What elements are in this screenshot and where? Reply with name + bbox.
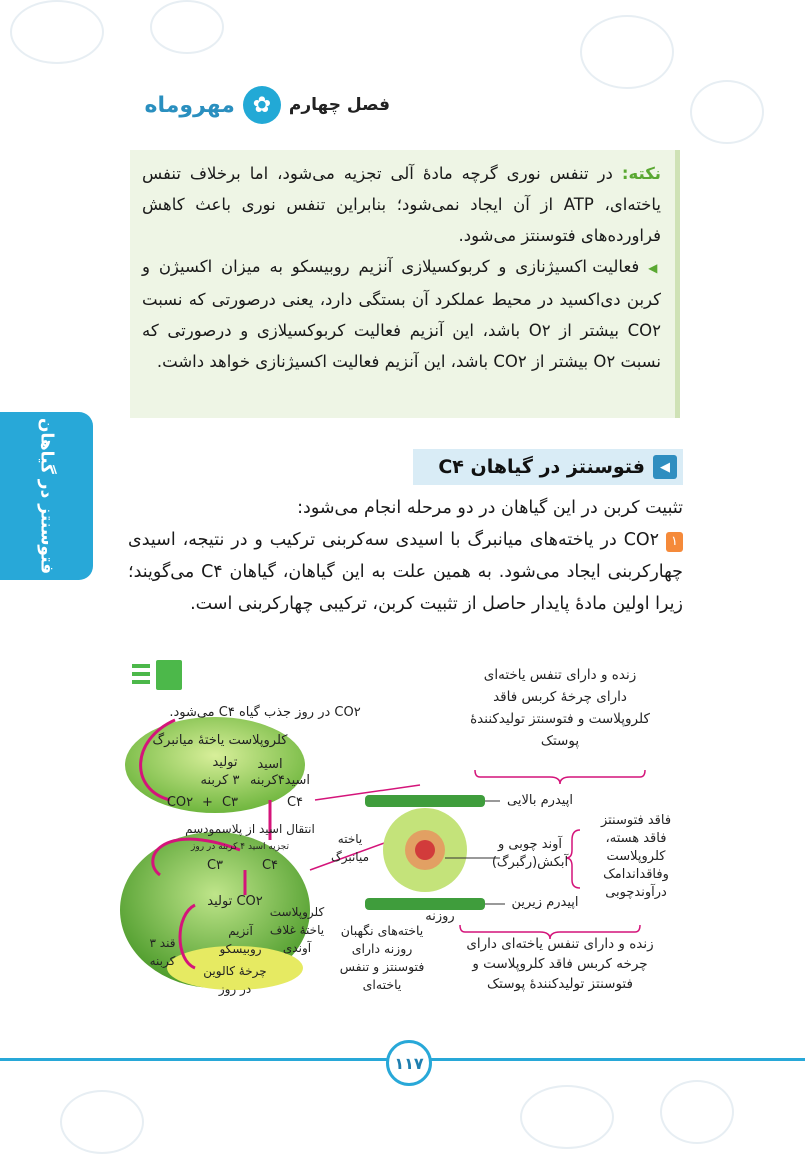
decomposition-label: تجزیه اسید ۴ کربنه در روز (191, 842, 289, 852)
mesophyll-cell-label: یاخته میانبرگ (330, 832, 370, 864)
note-box (130, 150, 680, 418)
book-icon (130, 658, 186, 692)
step-number-badge: ۱ (666, 532, 683, 552)
guard-cells-label: یاخته‌های نگهبان روزنه دارای فتوسنتز و تنفس یاخته‌ای (339, 923, 425, 992)
mesophyll-title: کلروپلاست یاختهٔ میانبرگ (152, 733, 288, 748)
note-label: نکته: (621, 164, 662, 183)
vascular-bundle-label: آوند چوبی و آبکش(رگبرگ) (491, 837, 569, 870)
co2-produce-label: CO۲ تولید (207, 894, 263, 909)
co2-symbol: CO۲ (166, 795, 194, 810)
sheath-title: کلروپلاست یاختهٔ غلاف آوندی (269, 905, 325, 955)
bg-doodle (60, 1090, 144, 1154)
calvin-label: چرخهٔ کالوین در روز (203, 964, 267, 996)
bg-doodle (660, 1080, 734, 1144)
upper-epidermis-label: اپیدرم بالایی (507, 793, 573, 808)
note-paragraph-1 (142, 158, 661, 251)
bg-doodle (10, 0, 104, 64)
section-title: فتوسنتز در گیاهان C۴ (438, 456, 645, 478)
upper-epidermis-note: زنده و دارای تنفس یاخته‌ای دارای چرخهٔ کربس فاقد کلروپلاست و فتوسنتز تولیدکنندهٔ پوستک (470, 667, 650, 749)
c3-symbol: C۳ (221, 795, 239, 810)
side-tab-label: فتوسنتز در گیاهان (36, 417, 57, 575)
lower-epidermis-label: اپیدرم زیرین (511, 895, 579, 910)
c4-acid-label: اسید۴کربنه (249, 773, 311, 788)
body-text (128, 492, 683, 620)
plus-symbol: + (202, 795, 213, 810)
bg-doodle (150, 0, 224, 54)
c3-symbol-lower: C۳ (206, 858, 224, 873)
note-paragraph-2 (142, 251, 661, 377)
stoma-label: روزنه (425, 909, 455, 924)
produce-label: تولید (212, 755, 238, 770)
transfer-label: انتقال اسید از پلاسمودسم (185, 822, 315, 836)
page-number: ۱۱۷ (386, 1040, 432, 1086)
co2-absorb-label: CO۲ در روز جذب گیاه C۴ می‌شود. (169, 705, 361, 720)
xylem-note: فاقد فتوسنتز فاقد هسته، کلروپلاست وفاقداندامک درآوندچوبی (600, 813, 672, 900)
note-text-2: فعالیت اکسیژنازی و کربوکسیلازی آنزیم روبیسکو به میزان اکسیژن و کربن دی‌اکسید در محیط عملکرد آن بستگی دارد، یعنی درصورتی که نسبت CO۲ بیشتر از O۲ باشد، این آنزیم فعالیت کربوکسیلازی و درصورتی که نسبت O۲ بیشتر از CO۲ باشد، این آنزیم فعالیت اکسیژنازی خواهد داشت. (142, 257, 661, 371)
leaf-cross-section (365, 795, 485, 910)
brand-name: مهروماه (144, 92, 235, 118)
note-text-1: در تنفس نوری گرچه مادهٔ آلی تجزیه می‌شود، اما برخلاف تنفس یاخته‌ای، ATP از آن ایجاد نمی‌شود؛ بنابراین تنفس نوری باعث کاهش فراورده‌های فتوسنتز می‌شود. (142, 164, 661, 245)
lower-epidermis-note: زنده و دارای تنفس یاخته‌ای دارای چرخه کربس فاقد کلروپلاست و فتوسنتز تولیدکنندهٔ پوستک (466, 936, 654, 992)
side-chapter-tab (0, 412, 93, 580)
butterfly-logo-icon: ✿ (243, 86, 281, 124)
c3-acid-label: ۳ کربنه (200, 773, 240, 788)
intro-line: تثبیت کربن در این گیاهان در دو مرحله انجام می‌شود: (297, 498, 683, 518)
rubisco-label: آنزیم روبیسکو (219, 924, 262, 956)
step-text: CO۲ در یاخته‌های میانبرگ با اسیدی سه‌کربنی ترکیب و در نتیجه، اسیدی چهارکربنی ایجاد می‌شود. به همین علت به این گیاهان، گیاهان C۴ می‌گویند؛ زیرا اولین مادهٔ پایدار حاصل از تثبیت کربن، ترکیبی چهارکربنی است. (128, 530, 683, 614)
section-heading (413, 449, 683, 485)
bullet-triangle-icon: ◀ (648, 261, 662, 275)
bg-doodle (520, 1085, 614, 1149)
chapter-header (120, 82, 390, 128)
acid-label: اسید (257, 757, 283, 772)
section-arrow-icon: ◀ (653, 455, 677, 479)
chapter-title: فصل چهارم (288, 95, 390, 115)
step-paragraph (128, 524, 683, 620)
bg-doodle (690, 80, 764, 144)
c4-symbol: C۴ (286, 795, 304, 810)
c4-symbol-lower: C۴ (261, 858, 279, 873)
bg-doodle (580, 15, 674, 89)
sugar-label: قند ۳ کربنه (149, 936, 176, 968)
